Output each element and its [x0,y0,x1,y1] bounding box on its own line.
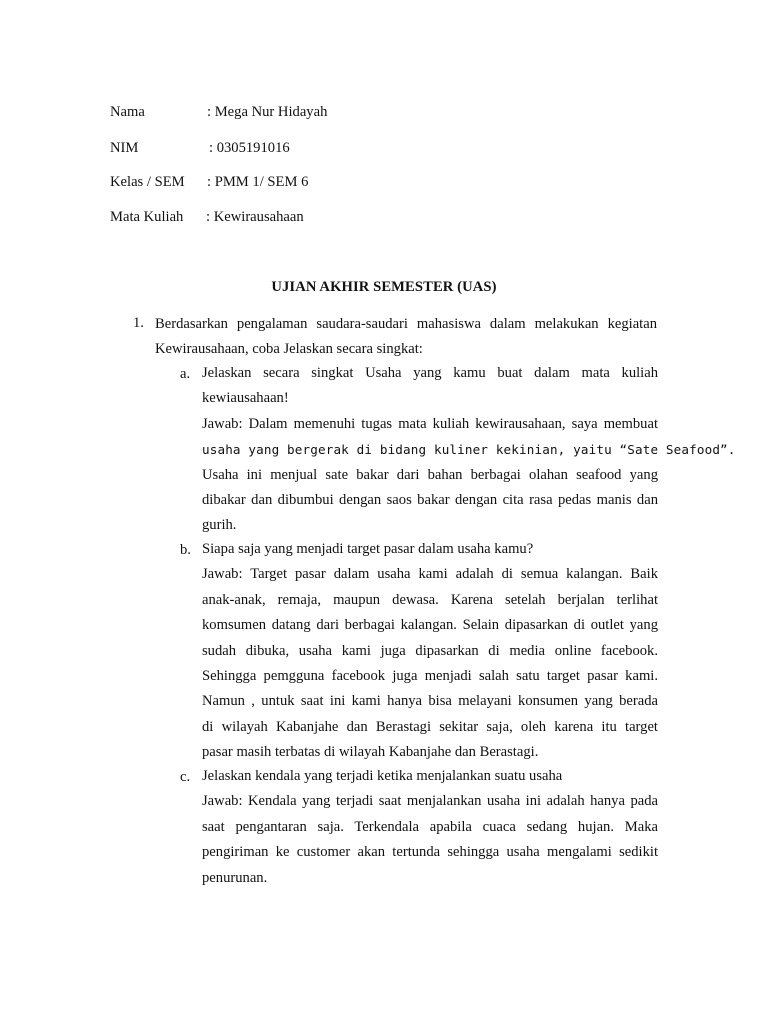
question-line: Berdasarkan pengalaman saudara-saudari mahasiswa dalam melakukan kegiatan [155,316,657,332]
info-row-mata-kuliah [110,207,510,227]
info-value: : Mega Nur Hidayah [207,104,328,120]
info-row-nim [110,138,510,158]
answer-line: Usaha ini menjual sate bakar dari bahan berbagai olahan seafood yang [202,466,658,483]
answer-line: komsumen datang dari berbagai kalangan. Selain dipasarkan di outlet yang [202,617,658,634]
answer-line: anak-anak, remaja, maupun dewasa. Karena setelah berjalan terlihat [202,591,658,608]
answer-line: saat pengantaran saja. Terkendala apabila cuaca sedang hujan. Maka [202,818,658,835]
question-line: Kewirausahaan, coba Jelaskan secara singkat: [155,341,423,358]
sub-question-b [202,537,658,766]
info-row-nama [110,102,510,122]
info-value: : PMM 1/ SEM 6 [207,174,309,190]
answer-line: usaha yang bergerak di bidang kuliner kekinian, yaitu “Sate Seafood”. [202,442,736,458]
info-label: Nama [110,104,145,120]
sub-line: Jelaskan secara singkat Usaha yang kamu buat dalam mata kuliah [202,365,658,381]
answer-line: Jawab: Kendala yang terjadi saat menjalankan usaha ini adalah hanya pada [202,793,658,810]
sub-question-c [202,764,658,891]
question-number: 1. [133,315,144,331]
sub-question-letter: c. [180,769,191,785]
sub-line: Jelaskan kendala yang terjadi ketika menjalankan suatu usaha [202,768,563,784]
sub-question-letter: a. [180,366,191,382]
answer-line: pengiriman ke customer akan tertunda sehingga usaha mengalami sedikit [202,844,658,861]
answer-line: sudah dibuka, usaha kami juga dipasarkan di media online facebook. [202,642,658,659]
answer-line: Jawab: Dalam memenuhi tugas mata kuliah kewirausahaan, saya membuat [202,415,658,432]
answer-line: pasar masih terbatas di wilayah Kabanjahe dan Berastagi. [202,744,539,761]
info-value: : 0305191016 [209,140,290,156]
answer-line: gurih. [202,517,237,534]
answer-line: Namun , untuk saat ini kami hanya bisa melayani konsumen yang berada [202,693,658,710]
info-value: : Kewirausahaan [206,209,304,225]
sub-line: Siapa saja yang menjadi target pasar dalam usaha kamu? [202,541,534,557]
answer-line: dibakar dan dibumbui dengan saos bakar dengan cita rasa pedas manis dan [202,491,658,508]
answer-line: Jawab: Target pasar dalam usaha kami adalah di semua kalangan. Baik [202,566,658,583]
answer-line: penurunan. [202,869,268,886]
info-label: NIM [110,140,139,156]
sub-line: kewiausahaan! [202,390,289,407]
info-label: Mata Kuliah [110,209,184,225]
page-title: UJIAN AKHIR SEMESTER (UAS) [271,279,497,295]
question-text [155,312,657,363]
info-row-kelas [110,172,510,192]
info-label: Kelas / SEM [110,174,185,190]
sub-question-letter: b. [180,542,191,558]
answer-line: di wilayah Kabanjahe dan Berastagi sekitar saja, oleh karena itu target [202,718,658,735]
answer-line: Sehingga pemgguna facebook juga menjadi salah satu target pasar kami. [202,667,658,684]
sub-question-a [202,361,736,539]
